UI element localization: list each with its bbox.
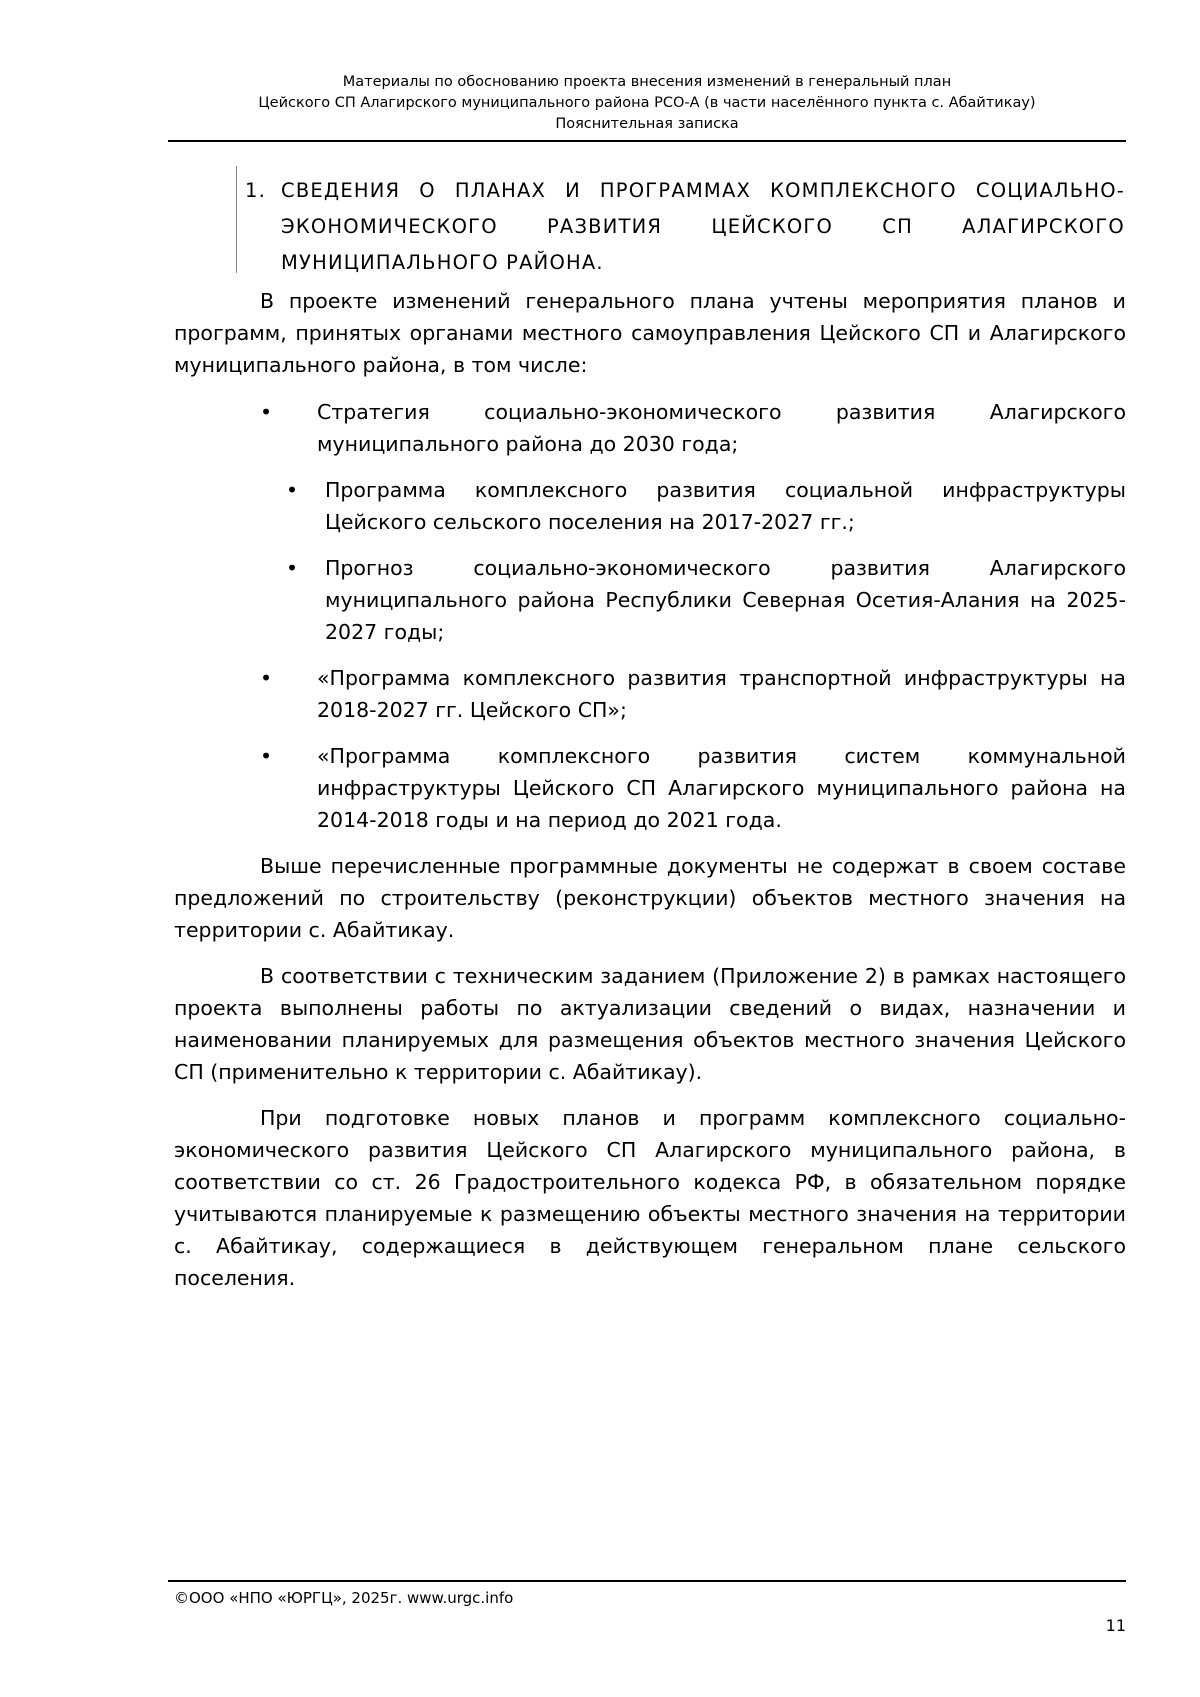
list-item-text: «Программа комплексного развития транспортной инфраструктуры на 2018-2027 гг. Цейского СП»; <box>317 666 1126 722</box>
bullet-marker: • <box>260 666 273 690</box>
footer-copyright: ©ООО «НПО «ЮРГЦ», 2025г. www.urgc.info <box>174 1589 514 1607</box>
header-line-3: Пояснительная записка <box>555 116 739 132</box>
header-line-2: Цейского СП Алагирского муниципального района РСО-А (в части населённого пункта с. Абайтикау) <box>258 95 1036 111</box>
section-number: 1. <box>245 179 267 202</box>
list-item-text: Программа комплексного развития социальной инфраструктуры Цейского сельского поселения на 2017-2027 гг.; <box>325 478 1126 534</box>
list-item <box>174 552 1126 648</box>
section-heading <box>236 166 1126 273</box>
paragraph-1: Выше перечисленные программные документы не содержат в своем составе предложений по строительству (реконструкции) объектов местного значения на территории с. Абайтикау. <box>174 854 1126 942</box>
header-line-1: Материалы по обоснованию проекта внесения изменений в генеральный план <box>342 74 952 90</box>
page-number: 11 <box>1105 1616 1126 1635</box>
bullet-marker: • <box>260 744 273 768</box>
list-item <box>174 662 1126 726</box>
bullet-marker: • <box>260 400 273 424</box>
list-item-text: «Программа комплексного развития систем коммунальной инфраструктуры Цейского СП Алагирского муниципального района на 2014-2018 годы и на период до 2021 года. <box>317 744 1126 832</box>
list-item <box>174 396 1126 460</box>
footer-divider <box>168 1580 1126 1582</box>
paragraph-2: В соответствии с техническим заданием (Приложение 2) в рамках настоящего проекта выполнены работы по актуализации сведений о видах, назначении и наименовании планируемых для размещения объектов местного значения Цейского СП (применительно к территории с. Абайтикау). <box>174 964 1126 1084</box>
list-item <box>174 740 1126 836</box>
list-item-text: Стратегия социально-экономического развития Алагирского муниципального района до 2030 года; <box>317 400 1126 456</box>
paragraph-3: При подготовке новых планов и программ комплексного социально-экономического развития Цейского СП Алагирского муниципального района, в соответствии со ст. 26 Градостроительного кодекса РФ, в обязательном порядке учитываются планируемые к размещению объекты местного значения на территории с. Абайтикау, содержащиеся в действующем генеральном плане сельского поселения. <box>174 1106 1126 1290</box>
section-title: СВЕДЕНИЯ О ПЛАНАХ И ПРОГРАММАХ КОМПЛЕКСНОГО СОЦИАЛЬНО-ЭКОНОМИЧЕСКОГО РАЗВИТИЯ ЦЕЙСКОГО СП АЛАГИРСКОГО МУНИЦИПАЛЬНОГО РАЙОНА. <box>281 179 1125 274</box>
page-header <box>168 72 1126 135</box>
bullet-marker: • <box>286 478 299 502</box>
bullet-marker: • <box>286 556 299 580</box>
header-divider <box>168 140 1126 142</box>
list-item <box>174 474 1126 538</box>
list-item-text: Прогноз социально-экономического развития Алагирского муниципального района Республики Северная Осетия-Алания на 2025-2027 годы; <box>325 556 1126 644</box>
intro-paragraph: В проекте изменений генерального плана учтены мероприятия планов и программ, принятых органами местного самоуправления Цейского СП и Алагирского муниципального района, в том числе: <box>174 289 1126 377</box>
